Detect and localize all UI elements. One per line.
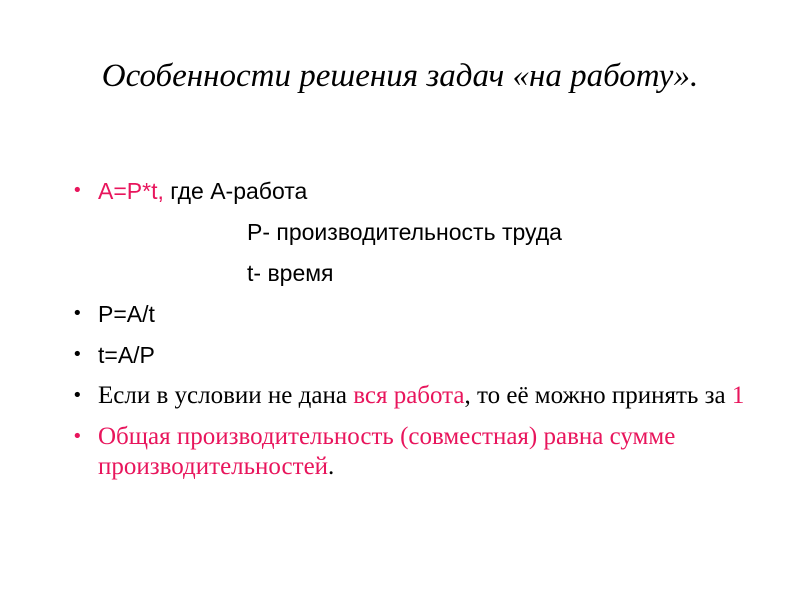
slide-title: Особенности решения задач «на работу».	[101, 58, 699, 94]
total-productivity-period: .	[328, 453, 335, 480]
bullet-dot-icon: •	[72, 344, 83, 365]
whole-work-text-1: Если в условии не дана	[98, 382, 354, 409]
bullet-item-whole-work	[72, 381, 752, 411]
bullet-item-total-productivity	[72, 422, 752, 482]
formula-work: A=P*t,	[98, 178, 164, 204]
formula-time: t=A/P	[98, 342, 155, 368]
formula-productivity: P=A/t	[98, 301, 155, 327]
whole-work-text-2: , то её можно принять за	[464, 382, 732, 409]
bullet-item-formula-time	[72, 340, 752, 370]
bullet-dot-icon: •	[72, 385, 83, 406]
bullet-item-formula-work	[72, 176, 752, 206]
whole-work-number: 1	[731, 382, 745, 409]
bullet-dot-icon: •	[72, 303, 83, 324]
productivity-definition: P- производительность труда	[247, 219, 562, 245]
formula-work-description: где A-работа	[163, 178, 308, 204]
time-definition: t- время	[247, 260, 334, 286]
whole-work-highlight: вся работа	[353, 382, 465, 409]
total-productivity-text: Общая производительность (совместная) равна сумме производительностей	[98, 423, 676, 480]
bullet-item-formula-productivity	[72, 299, 752, 329]
bullet-list	[72, 176, 752, 493]
bullet-continuation-time	[72, 258, 752, 288]
bullet-dot-icon: •	[72, 180, 83, 201]
bullet-dot-icon: •	[72, 426, 83, 447]
bullet-continuation-productivity	[72, 217, 752, 247]
